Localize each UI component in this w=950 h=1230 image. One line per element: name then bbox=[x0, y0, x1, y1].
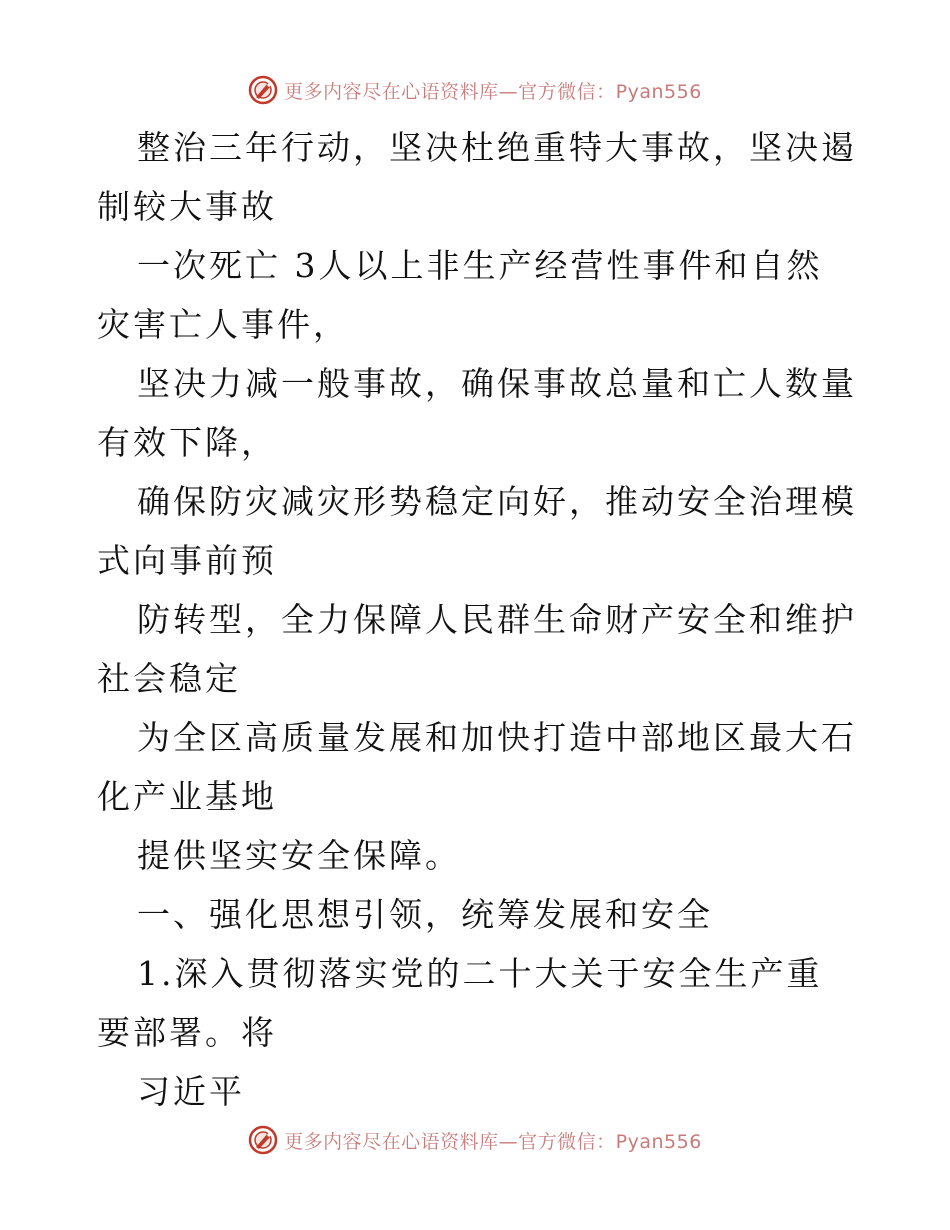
paragraph: 坚决力减一般事故，确保事故总量和亡人数量有效下降， bbox=[97, 364, 857, 462]
paragraph: 一次死亡 3人以上非生产经营性事件和自然灾害亡人事件， bbox=[97, 246, 823, 344]
footer-banner-text: 更多内容尽在心语资料库—官方微信：Pyan556 bbox=[284, 1130, 702, 1153]
pen-nib-logo-icon bbox=[248, 75, 278, 105]
header-banner-text: 更多内容尽在心语资料库—官方微信：Pyan556 bbox=[284, 80, 702, 103]
section-heading: 一、强化思想引领，统筹发展和安全 bbox=[137, 895, 713, 934]
paragraph: 防转型，全力保障人民群生命财产安全和维护社会稳定 bbox=[97, 600, 857, 698]
paragraph: 提供坚实安全保障。 bbox=[137, 836, 461, 875]
header-banner bbox=[0, 72, 950, 108]
document-body bbox=[97, 118, 857, 1121]
paragraph: 整治三年行动，坚决杜绝重特大事故，坚决遏制较大事故 bbox=[97, 128, 857, 226]
pen-nib-logo-icon bbox=[248, 1125, 278, 1155]
paragraph: 习近平 bbox=[137, 1072, 245, 1111]
footer-banner bbox=[0, 1122, 950, 1158]
paragraph: 1.深入贯彻落实党的二十大关于安全生产重要部署。将 bbox=[97, 954, 823, 1052]
paragraph: 确保防灾减灾形势稳定向好，推动安全治理模式向事前预 bbox=[97, 482, 857, 580]
paragraph: 为全区高质量发展和加快打造中部地区最大石化产业基地 bbox=[97, 718, 857, 816]
